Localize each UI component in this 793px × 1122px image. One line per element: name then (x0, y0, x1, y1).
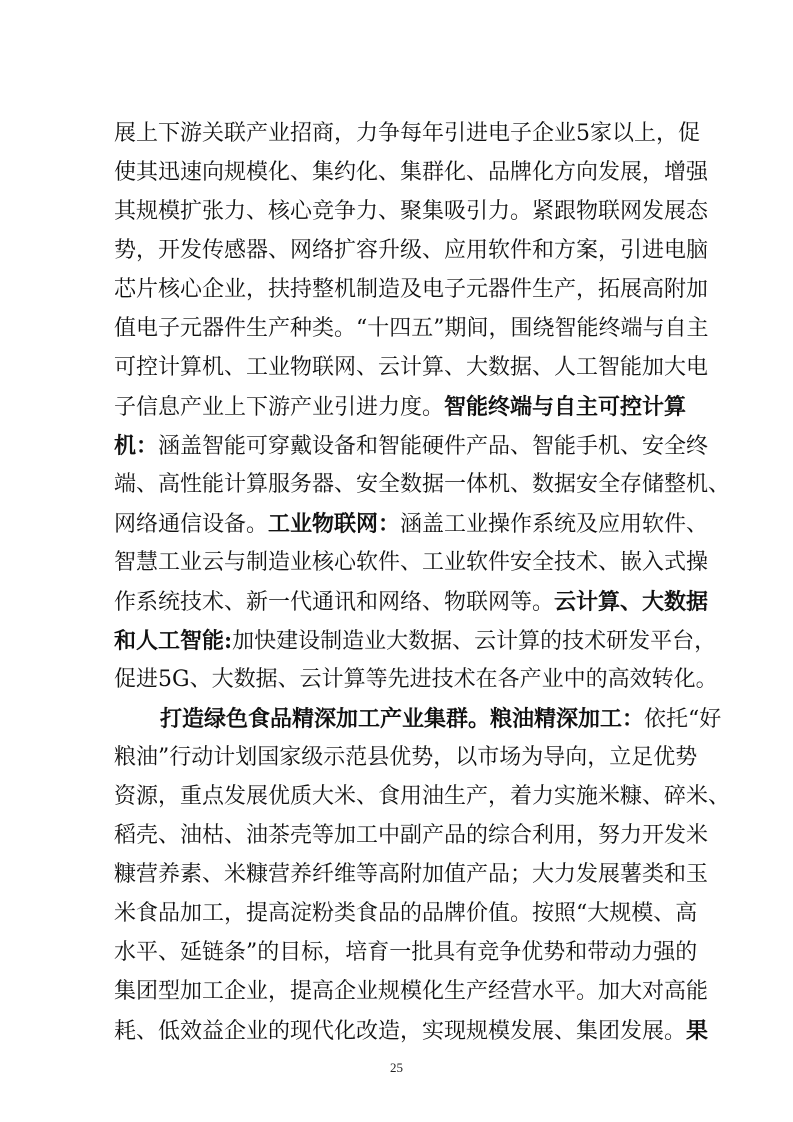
text-line: 资源，重点发展优质大米、食用油生产，着力实施米糠、碎米、 (114, 784, 731, 809)
text-line: 水平、延链条”的目标，培育一批具有竞争优势和带动力强的 (114, 940, 698, 965)
text-line: 其规模扩张力、核心竞争力、聚集吸引力。紧跟物联网发展态 (114, 199, 709, 224)
text-line: 糠营养素、米糠营养纤维等高附加值产品；大力发展薯类和玉 (114, 862, 709, 887)
text-line: 芯片核心企业，扶持整机制造及电子元器件生产，拓展高附加 (114, 277, 709, 302)
text-line: 展上下游关联产业招商，力争每年引进电子企业5家以上，促 (114, 121, 700, 146)
text-line: 势，开发传感器、网络扩容升级、应用软件和方案，引进电脑 (114, 238, 709, 263)
bold-heading: 果 (686, 1018, 709, 1044)
bold-heading: 和人工智能: (114, 628, 233, 654)
text-line: 米食品加工，提高淀粉类食品的品牌价值。按照“大规模、高 (114, 901, 698, 926)
bold-heading: 云计算、大数据 (554, 589, 709, 615)
text-line: 可控计算机、工业物联网、云计算、大数据、人工智能加大电 (114, 355, 709, 380)
text-line: 耗、低效益企业的现代化改造，实现规模发展、集团发展。果 (114, 1018, 709, 1044)
text-line: 智慧工业云与制造业核心软件、工业软件安全技术、嵌入式操 (114, 550, 709, 575)
text-line: 稻壳、油枯、油茶壳等加工中副产品的综合利用，努力开发米 (114, 823, 709, 848)
text-line: 端、高性能计算服务器、安全数据一体机、数据安全存储整机、 (114, 472, 731, 497)
bold-heading: 智能终端与自主可控计算 (444, 394, 687, 420)
text-line: 打造绿色食品精深加工产业集群。粮油精深加工：依托“好 (160, 706, 722, 732)
text-line: 促进5G、大数据、云计算等先进技术在各产业中的高效转化。 (114, 667, 718, 692)
bold-heading: 打造绿色食品精深加工产业集群。粮油精深加工： (160, 706, 645, 732)
text-line: 网络通信设备。工业物联网：涵盖工业操作系统及应用软件、 (114, 511, 709, 537)
text-line: 集团型加工企业，提高企业规模化生产经营水平。加大对高能 (114, 979, 709, 1004)
text-line: 和人工智能:加快建设制造业大数据、云计算的技术研发平台， (114, 628, 717, 654)
text-line: 使其迅速向规模化、集约化、集群化、品牌化方向发展，增强 (114, 160, 709, 185)
text-line: 粮油”行动计划国家级示范县优势，以市场为导向，立足优势 (114, 745, 698, 770)
page-number: 25 (390, 1060, 403, 1075)
text-line: 值电子元器件生产种类。“十四五”期间，围绕智能终端与自主 (114, 316, 709, 341)
text-line: 作系统技术、新一代通讯和网络、物联网等。云计算、大数据 (114, 589, 709, 615)
bold-heading: 工业物联网： (268, 511, 401, 537)
bold-heading: 机： (114, 433, 159, 459)
text-line: 机：涵盖智能可穿戴设备和智能硬件产品、智能手机、安全终 (114, 433, 709, 459)
text-line: 子信息产业上下游产业引进力度。智能终端与自主可控计算 (114, 394, 687, 420)
